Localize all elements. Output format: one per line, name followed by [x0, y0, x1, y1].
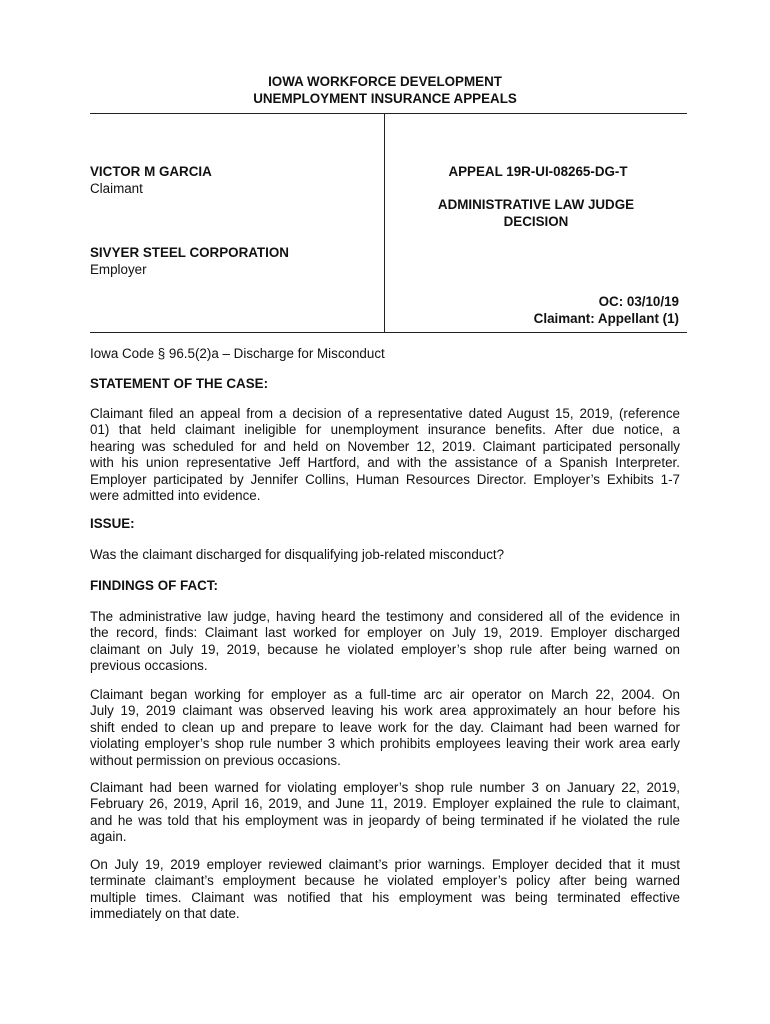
- caption-bottom-rule: [90, 332, 687, 333]
- decision-title-line1: ADMINISTRATIVE LAW JUDGE: [437, 197, 635, 212]
- claimant-block: [90, 164, 212, 197]
- findings-line: February 26, 2019, April 16, 2019, and June 11, 2019. Employer explained the rule to claimant,: [90, 796, 680, 812]
- decision-title-line2: DECISION: [503, 213, 569, 229]
- findings-line: the record, finds: Claimant last worked for employer on July 19, 2019. Employer discharged: [90, 625, 680, 641]
- statement-line: 01) that held claimant ineligible for unemployment insurance benefits. After due notice, a: [90, 422, 680, 438]
- agency-name: IOWA WORKFORCE DEVELOPMENT: [268, 74, 502, 89]
- findings-line: without permission on previous occasions.: [90, 752, 341, 768]
- caption-top-rule: [90, 113, 687, 114]
- findings-line: The administrative law judge, having heard the testimony and considered all of the evidence in: [90, 609, 680, 624]
- findings-line: July 19, 2019 claimant was observed leaving his work area approximately an hour before his: [90, 703, 680, 719]
- findings-line: On July 19, 2019 employer reviewed claimant’s prior warnings. Employer decided that it must: [90, 857, 680, 872]
- findings-line: Claimant had been warned for violating employer’s shop rule number 3 on January 22, 2019,: [90, 780, 680, 795]
- statement-line: Employer participated by Jennifer Collins, Human Resources Director. Employer’s Exhibits 1-7: [90, 471, 680, 487]
- employer-role: Employer: [90, 261, 147, 277]
- findings-paragraph: [90, 780, 680, 846]
- statement-line: Claimant filed an appeal from a decision of a representative dated August 15, 2019, (reference: [90, 406, 680, 421]
- findings-line: again.: [90, 829, 127, 845]
- findings-line: violating employer’s shop rule number 3 which prohibits employees leaving their work area early: [90, 736, 680, 752]
- issue-question: Was the claimant discharged for disqualifying job-related misconduct?: [90, 547, 505, 562]
- division-name: UNEMPLOYMENT INSURANCE APPEALS: [253, 90, 517, 106]
- oc-date: OC: 03/10/19: [598, 294, 679, 309]
- issue-heading: ISSUE:: [90, 516, 135, 531]
- findings-line: multiple times. Claimant was notified that his employment was being terminated effective: [90, 889, 680, 905]
- statement-line: with his union representative Jeff Hartford, and with the assistance of a Spanish Interpreter.: [90, 455, 680, 471]
- findings-line: previous occasions.: [90, 658, 208, 674]
- claimant-role: Claimant: [90, 180, 143, 196]
- findings-heading: FINDINGS OF FACT:: [90, 578, 218, 593]
- findings-paragraph: [90, 857, 680, 923]
- claimant-status: Claimant: Appellant (1): [533, 310, 679, 326]
- decision-title: [386, 197, 686, 230]
- case-status: [386, 294, 679, 327]
- statement-line: hearing was scheduled for and held on November 12, 2019. Claimant participated personally: [90, 438, 680, 454]
- agency-header: [90, 74, 680, 107]
- findings-paragraph: [90, 609, 680, 675]
- findings-paragraph: [90, 687, 680, 769]
- code-citation: Iowa Code § 96.5(2)a – Discharge for Misconduct: [90, 346, 385, 361]
- statement-heading: STATEMENT OF THE CASE:: [90, 376, 269, 391]
- findings-line: Claimant began working for employer as a full-time arc air operator on March 22, 2004. On: [90, 687, 680, 702]
- caption-divider: [384, 113, 385, 332]
- findings-line: and he was told that his employment was in jeopardy of being terminated if he violated the rule: [90, 812, 680, 828]
- findings-line: terminate claimant’s employment because he violated employer’s policy after being warned: [90, 873, 680, 889]
- findings-line: claimant on July 19, 2019, because he violated employer’s shop rule after being warned on: [90, 641, 680, 657]
- findings-line: immediately on that date.: [90, 906, 240, 922]
- employer-name: SIVYER STEEL CORPORATION: [90, 245, 289, 260]
- statement-paragraph: [90, 406, 680, 504]
- statement-line: were admitted into evidence.: [90, 488, 261, 504]
- findings-line: shift ended to clean up and prepare to leave work for the day. Claimant had been warned for: [90, 719, 680, 735]
- employer-block: [90, 245, 289, 278]
- appeal-number: APPEAL 19R-UI-08265-DG-T: [448, 164, 628, 179]
- claimant-name: VICTOR M GARCIA: [90, 164, 212, 179]
